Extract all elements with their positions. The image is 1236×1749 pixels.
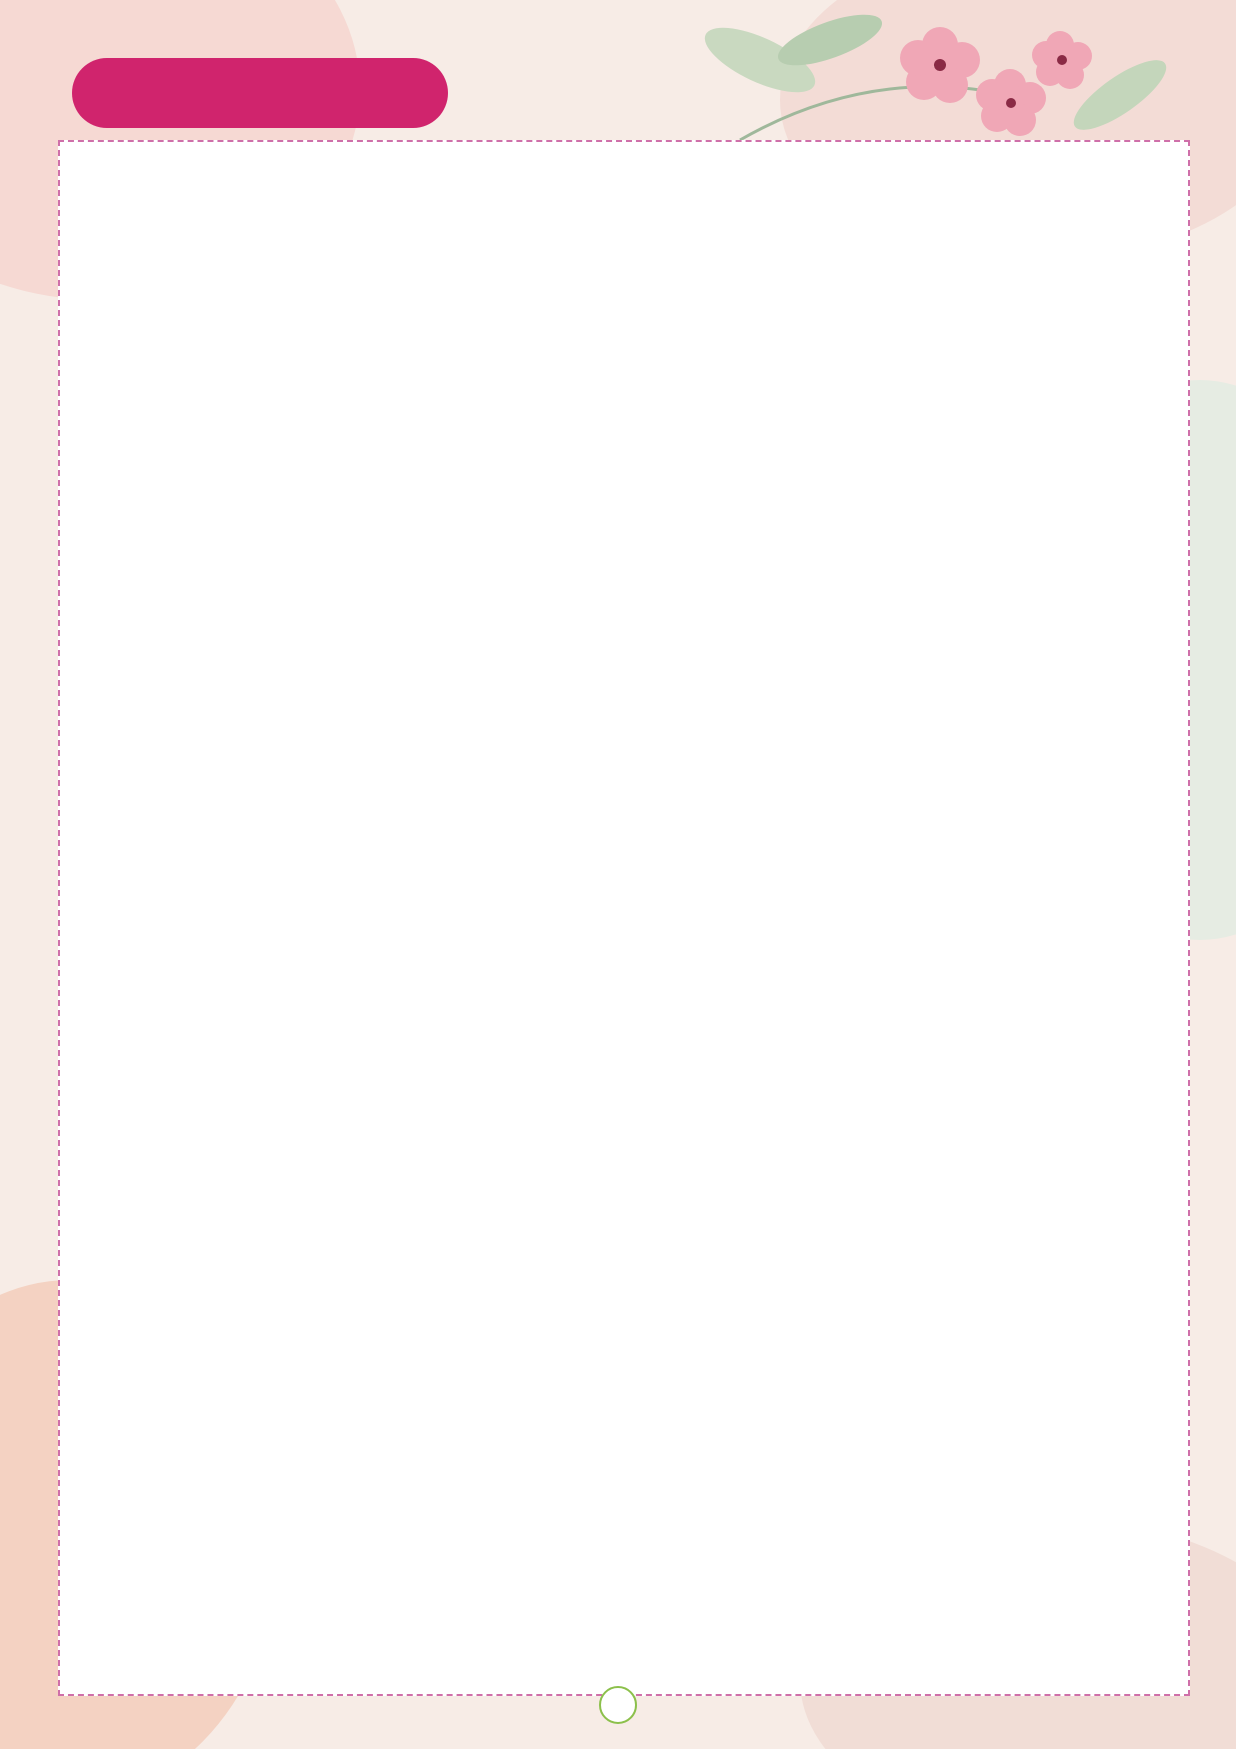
page-title (72, 58, 448, 128)
flower-decoration (700, 0, 1180, 150)
page-number (599, 1686, 637, 1724)
messages-grid (58, 140, 1190, 1696)
